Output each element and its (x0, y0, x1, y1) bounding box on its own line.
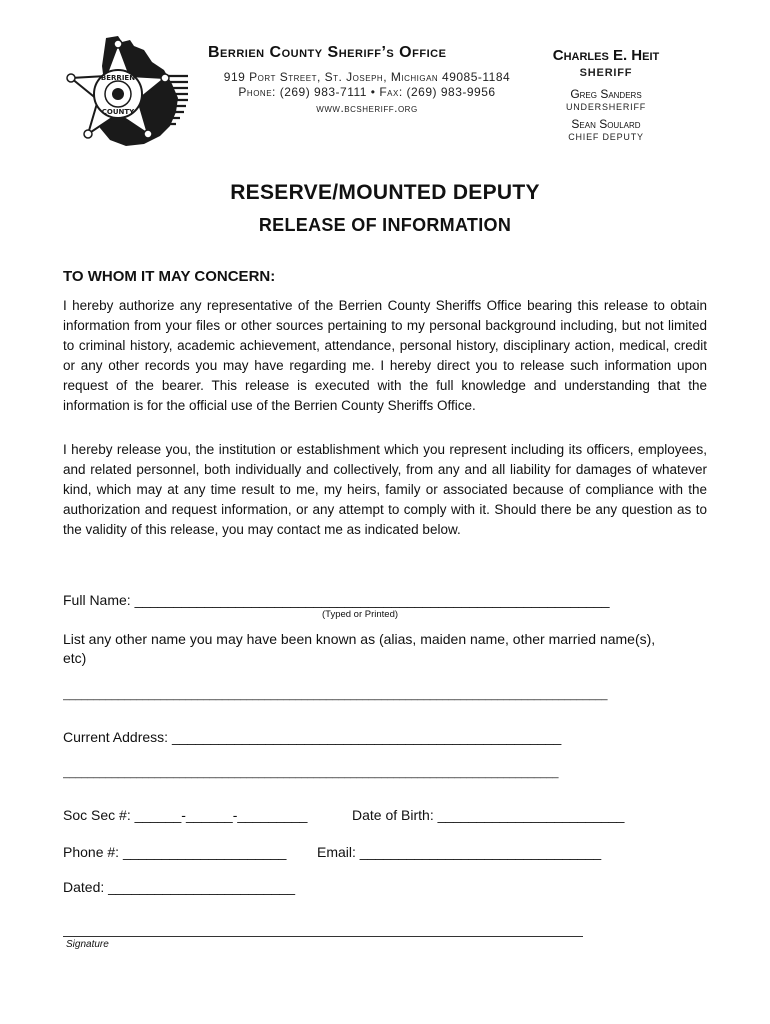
current-address-label: Current Address: (63, 729, 172, 745)
full-name-label: Full Name: (63, 592, 135, 608)
salutation: TO WHOM IT MAY CONCERN: (63, 268, 276, 285)
org-name: Berrien County Sheriff’s Office (208, 44, 447, 61)
dated-blank[interactable]: ________________________ (108, 879, 296, 895)
sheriff-title: SHERIFF (579, 67, 633, 79)
document-subtitle: RELEASE OF INFORMATION (258, 215, 512, 235)
alias-label: List any other name you may have been known as (alias, maiden name, other married name(s), etc) (63, 631, 656, 666)
dated-field[interactable] (63, 879, 295, 895)
undersheriff-name: Greg Sanders (570, 87, 642, 101)
signature-line[interactable] (63, 936, 583, 937)
date-of-birth-field[interactable] (352, 807, 624, 823)
email-label: Email: (317, 844, 360, 860)
logo-bottom-text: COUNTY (101, 108, 135, 116)
current-address-field[interactable] (63, 729, 561, 745)
full-name-hint: (Typed or Printed) (322, 609, 399, 620)
phone-blank[interactable]: _____________________ (122, 844, 287, 860)
soc-sec-blank[interactable]: ______-______-_________ (134, 807, 308, 823)
email-field[interactable] (317, 844, 601, 860)
phone-field[interactable] (63, 844, 286, 860)
org-website: www.bcsheriff.org (316, 101, 418, 115)
authorization-paragraph: I hereby authorize any representative of the Berrien County Sheriffs Office bearing this release to obtain information from your files or other sources pertaining to my personal background including, but not limited to criminal history, academic achievement, attendance, personal history, disciplinary action, medical, credit or any other records you may have regarding me. I hereby direct you to release such information upon request of the bearer. This release is executed with the full knowledge and understanding that the information is for the official use of the Berrien County Sheriffs Office. (63, 298, 707, 413)
signature-label: Signature (66, 939, 109, 950)
current-address-blank-2[interactable]: _________________________________________________________________________________ (63, 767, 559, 779)
full-name-field[interactable] (63, 592, 610, 608)
org-phone-fax: Phone: (269) 983-7111 • Fax: (269) 983-9956 (238, 85, 496, 99)
sheriff-name: Charles E. Heit (552, 47, 660, 64)
chief-deputy-title: CHIEF DEPUTY (568, 132, 644, 142)
sheriff-star-badge-icon (60, 36, 188, 148)
date-of-birth-blank[interactable]: ________________________ (437, 807, 625, 823)
full-name-blank[interactable]: _____________________________________________________________ (134, 592, 610, 608)
phone-label: Phone #: (63, 844, 123, 860)
soc-sec-field[interactable] (63, 807, 307, 823)
logo-top-text: BERRIEN (100, 74, 136, 82)
dated-label: Dated: (63, 879, 109, 895)
chief-deputy-name: Sean Soulard (571, 117, 641, 131)
date-of-birth-label: Date of Birth: (352, 807, 438, 823)
release-paragraph: I hereby release you, the institution or establishment which you represent including its officers, employees, and related personnel, both individually and collectively, from any and all liability for damages of whatever kind, which may at any time result to me, my heirs, family or associated because of compliance with the authorization and request information, or any attempt to comply with it. Should there be any question as to the validity of this release, you may contact me as indicated below. (63, 442, 707, 537)
org-address: 919 Port Street, St. Joseph, Michigan 49085-1184 (223, 70, 511, 84)
email-blank[interactable]: _______________________________ (359, 844, 602, 860)
current-address-blank[interactable]: __________________________________________________ (171, 729, 562, 745)
soc-sec-label: Soc Sec #: (63, 807, 135, 823)
undersheriff-title: UNDERSHERIFF (565, 102, 647, 112)
document-title: RESERVE/MOUNTED DEPUTY (230, 181, 540, 204)
alias-blank[interactable]: _________________________________________________________________________________________ (63, 689, 608, 701)
